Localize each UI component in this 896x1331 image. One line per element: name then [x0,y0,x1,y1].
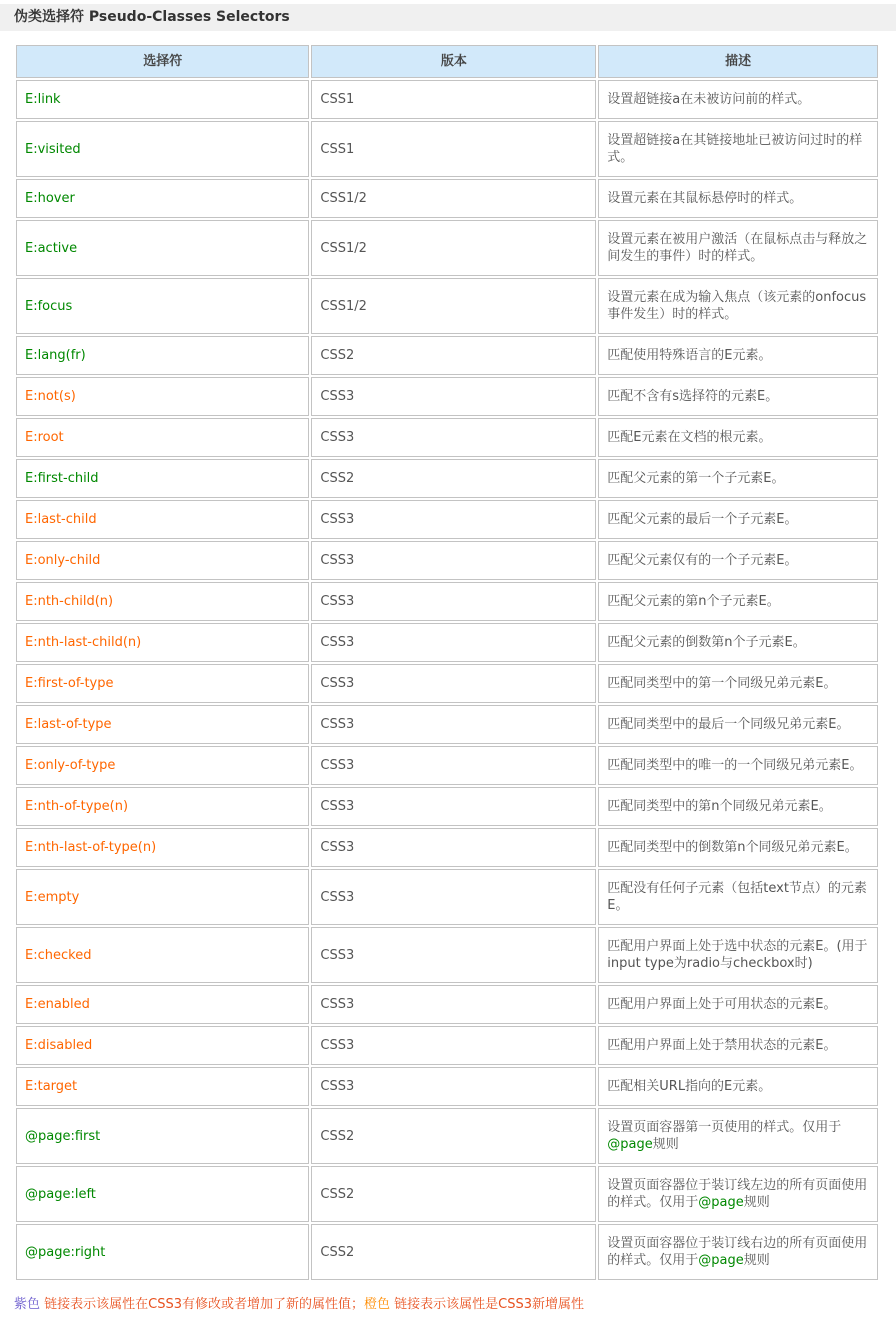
selector-link[interactable]: E:nth-last-of-type(n) [25,840,157,855]
description-cell [598,278,878,334]
version-cell: CSS2 [311,459,596,498]
table-row [16,1067,878,1106]
table-row [16,746,878,785]
description-cell [598,927,878,983]
version-cell: CSS3 [311,1026,596,1065]
table-row [16,179,878,218]
table-row [16,985,878,1024]
selector-link[interactable]: E:nth-child(n) [25,594,114,609]
version-cell: CSS2 [311,336,596,375]
selector-cell [16,80,309,119]
description-text: 设置页面容器位于装订线左边的所有页面使用的样式。仅用于 [607,1178,868,1210]
table-row [16,418,878,457]
selector-link[interactable]: E:nth-of-type(n) [25,799,129,814]
selector-link[interactable]: E:enabled [25,997,90,1012]
version-cell: CSS3 [311,377,596,416]
selector-cell [16,1026,309,1065]
description-text: 匹配同类型中的第一个同级兄弟元素E。 [607,676,837,691]
description-cell [598,336,878,375]
description-cell [598,746,878,785]
selector-link[interactable]: @page:left [25,1186,96,1202]
version-cell: CSS1/2 [311,278,596,334]
page-rule-link[interactable]: @page [698,1253,744,1268]
selector-cell [16,541,309,580]
table-row [16,121,878,177]
description-text: 设置元素在成为输入焦点（该元素的onfocus事件发生）时的样式。 [607,290,867,322]
selector-cell [16,746,309,785]
table-header-row [16,45,878,78]
column-header-selector: 选择符 [16,45,309,78]
table-row [16,705,878,744]
legend-note [14,1296,882,1313]
description-text: 匹配父元素的第n个子元素E。 [607,594,780,609]
selector-link[interactable]: E:root [25,430,64,445]
selector-link[interactable]: E:checked [25,947,92,963]
table-row [16,377,878,416]
selector-cell [16,1166,309,1222]
table-row [16,1166,878,1222]
legend-text: 链接表示该属性在CSS3有修改或者增加了新的属性值； [40,1297,365,1312]
selector-link[interactable]: @page:first [25,1128,101,1144]
selector-cell [16,1108,309,1164]
description-text: 匹配同类型中的倒数第n个同级兄弟元素E。 [607,840,858,855]
selector-cell [16,869,309,925]
description-text: 规则 [652,1137,679,1152]
description-cell [598,1026,878,1065]
selector-link[interactable]: E:last-child [25,512,97,527]
selector-cell [16,1224,309,1280]
description-text: 匹配父元素的倒数第n个子元素E。 [607,635,806,650]
column-header-description: 描述 [598,45,878,78]
description-text: 匹配使用特殊语言的E元素。 [607,348,772,363]
description-text: 匹配E元素在文档的根元素。 [607,430,772,445]
table-row [16,582,878,621]
table-row [16,459,878,498]
selector-cell [16,278,309,334]
description-cell [598,459,878,498]
table-row [16,787,878,826]
description-text: 匹配用户界面上处于禁用状态的元素E。 [607,1038,837,1053]
description-cell [598,1224,878,1280]
description-text: 设置元素在被用户激活（在鼠标点击与释放之间发生的事件）时的样式。 [607,232,868,264]
description-cell [598,500,878,539]
description-cell [598,121,878,177]
selector-cell [16,336,309,375]
table-row [16,278,878,334]
version-cell: CSS2 [311,1224,596,1280]
version-cell: CSS3 [311,664,596,703]
selector-link[interactable]: E:first-child [25,471,99,486]
description-text: 匹配同类型中的最后一个同级兄弟元素E。 [607,717,850,732]
selector-link[interactable]: E:disabled [25,1038,93,1053]
version-cell: CSS3 [311,541,596,580]
selector-link[interactable]: E:only-of-type [25,758,116,773]
selector-cell [16,1067,309,1106]
description-text: 匹配父元素的第一个子元素E。 [607,471,785,486]
version-cell: CSS3 [311,828,596,867]
version-cell: CSS3 [311,582,596,621]
description-text: 设置页面容器位于装订线右边的所有页面使用的样式。仅用于 [607,1236,868,1268]
table-row [16,927,878,983]
selector-cell [16,179,309,218]
description-cell [598,1067,878,1106]
description-text: 匹配父元素的最后一个子元素E。 [607,512,798,527]
description-cell [598,80,878,119]
version-cell: CSS3 [311,746,596,785]
table-row [16,1108,878,1164]
description-cell [598,541,878,580]
version-cell: CSS1/2 [311,179,596,218]
description-text: 设置超链接a在其链接地址已被访问过时的样式。 [607,133,863,165]
version-cell: CSS3 [311,985,596,1024]
legend-orange-link[interactable]: 橙色 [364,1297,391,1312]
description-cell [598,1166,878,1222]
selector-link[interactable]: @page:right [25,1244,106,1260]
description-cell [598,582,878,621]
selector-cell [16,623,309,662]
version-cell: CSS2 [311,1108,596,1164]
selector-link[interactable]: E:lang(fr) [25,348,86,363]
description-text: 匹配同类型中的第n个同级兄弟元素E。 [607,799,832,814]
version-cell: CSS3 [311,869,596,925]
description-cell [598,664,878,703]
selector-cell [16,377,309,416]
table-row [16,336,878,375]
version-cell: CSS3 [311,927,596,983]
table-row [16,1224,878,1280]
selector-link[interactable]: E:focus [25,298,73,314]
selector-cell [16,985,309,1024]
selector-link[interactable]: E:active [25,240,78,256]
table-row [16,828,878,867]
selector-cell [16,582,309,621]
selector-link[interactable]: E:empty [25,889,80,905]
legend-purple-link[interactable]: 紫色 [14,1297,41,1312]
description-cell [598,705,878,744]
description-cell [598,623,878,662]
selector-cell [16,828,309,867]
selector-link[interactable]: E:hover [25,191,75,206]
table-row [16,664,878,703]
selector-link[interactable]: E:nth-last-child(n) [25,635,142,650]
page-rule-link[interactable]: @page [607,1137,653,1152]
version-cell: CSS3 [311,1067,596,1106]
legend-text: 链接表示该属性是CSS3新增属性 [390,1297,585,1312]
page-rule-link[interactable]: @page [698,1195,744,1210]
pseudo-classes-table [14,43,880,1282]
description-text: 设置超链接a在未被访问前的样式。 [607,92,811,107]
table-row [16,869,878,925]
selector-link[interactable]: E:target [25,1079,78,1094]
table-row [16,541,878,580]
version-cell: CSS1/2 [311,220,596,276]
description-cell [598,869,878,925]
description-text: 匹配同类型中的唯一的一个同级兄弟元素E。 [607,758,863,773]
selector-cell [16,418,309,457]
version-cell: CSS3 [311,500,596,539]
description-text: 规则 [743,1253,770,1268]
selector-link[interactable]: E:visited [25,141,81,157]
selector-link[interactable]: E:not(s) [25,389,76,404]
table-row [16,80,878,119]
description-text: 设置元素在其鼠标悬停时的样式。 [607,191,803,206]
selector-cell [16,787,309,826]
description-cell [598,1108,878,1164]
version-cell: CSS2 [311,1166,596,1222]
version-cell: CSS1 [311,121,596,177]
description-cell [598,418,878,457]
selector-cell [16,500,309,539]
selector-cell [16,664,309,703]
description-cell [598,828,878,867]
description-text: 设置页面容器第一页使用的样式。仅用于 [607,1120,842,1135]
table-row [16,220,878,276]
column-header-version: 版本 [311,45,596,78]
version-cell: CSS3 [311,623,596,662]
description-text: 匹配用户界面上处于可用状态的元素E。 [607,997,837,1012]
version-cell: CSS1 [311,80,596,119]
selector-cell [16,121,309,177]
description-text: 匹配不含有s选择符的元素E。 [607,389,779,404]
description-cell [598,377,878,416]
description-cell [598,220,878,276]
table-row [16,500,878,539]
description-cell [598,787,878,826]
page-title: 伪类选择符 Pseudo-Classes Selectors [14,9,290,25]
selector-link[interactable]: E:only-child [25,553,101,568]
description-text: 规则 [743,1195,770,1210]
version-cell: CSS3 [311,787,596,826]
version-cell: CSS3 [311,705,596,744]
selector-link[interactable]: E:last-of-type [25,717,112,732]
description-text: 匹配相关URL指向的E元素。 [607,1079,772,1094]
selector-cell [16,927,309,983]
table-row [16,623,878,662]
description-cell [598,179,878,218]
description-text: 匹配用户界面上处于选中状态的元素E。(用于input type为radio与checkbox时) [607,939,868,971]
selector-cell [16,705,309,744]
description-text: 匹配没有任何子元素（包括text节点）的元素E。 [607,881,867,913]
selector-link[interactable]: E:link [25,92,61,107]
selector-link[interactable]: E:first-of-type [25,676,114,691]
section-title-bar [0,4,896,31]
selector-cell [16,459,309,498]
description-text: 匹配父元素仅有的一个子元素E。 [607,553,798,568]
description-cell [598,985,878,1024]
table-row [16,1026,878,1065]
selector-cell [16,220,309,276]
version-cell: CSS3 [311,418,596,457]
